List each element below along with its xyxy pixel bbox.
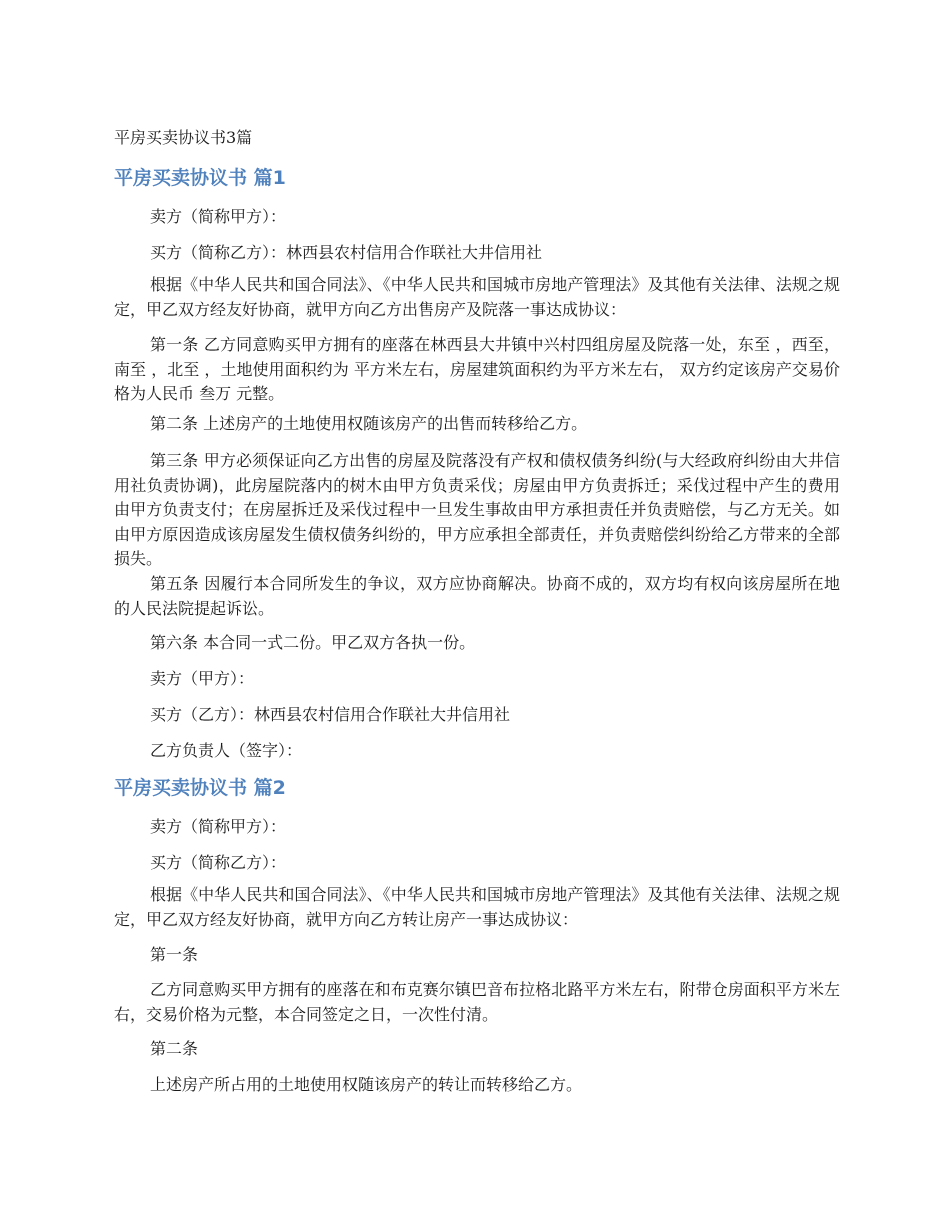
section-heading-1: 平房买卖协议书 篇1 <box>114 167 286 189</box>
paragraph-article-1: 第一条 乙方同意购买甲方拥有的座落在林西县大井镇中兴村四组房屋及院落一处，东至 ，西至，南至 ，北至 ，土地使用面积约为 平方米左右，房屋建筑面积约为平方米左右， 双方约定该房产交易价格为人民币 叁万 元整。 <box>114 335 840 403</box>
paragraph-article-2-body: 上述房产所占用的土地使用权随该房产的转让而转移给乙方。 <box>150 1075 583 1094</box>
paragraph-article-3: 第三条 甲方必须保证向乙方出售的房屋及院落没有产权和债权债务纠纷(与大经政府纠纷由大井信用社负责协调)，此房屋院落内的树木由甲方负责采伐；房屋由甲方负责拆迁；采伐过程中产生的费用由甲方负责支付；在房屋拆迁及采伐过程中一旦发生事故由甲方承担责任并负责赔偿，与乙方无关。如由甲方原因造成该房屋发生债权债务纠纷的，甲方应承担全部责任，并负责赔偿纠纷给乙方带来的全部损失。 <box>114 451 840 568</box>
paragraph-basis-1: 根据《中华人民共和国合同法》、《中华人民共和国城市房地产管理法》及其他有关法律、法规之规定，甲乙双方经友好协商，就甲方向乙方出售房产及院落一事达成协议： <box>114 275 840 319</box>
paragraph-article-1-body: 乙方同意购买甲方拥有的座落在和布克赛尔镇巴音布拉格北路平方米左右，附带仓房面积平方米左右，交易价格为元整，本合同签定之日，一次性付清。 <box>114 980 840 1024</box>
document-title: 平房买卖协议书3篇 <box>114 128 253 147</box>
paragraph-basis-2: 根据《中华人民共和国合同法》、《中华人民共和国城市房地产管理法》及其他有关法律、法规之规定，甲乙双方经友好协商，就甲方向乙方转让房产一事达成协议： <box>114 885 840 929</box>
paragraph-article-5: 第五条 因履行本合同所发生的争议，双方应协商解决。协商不成的，双方均有权向该房屋所在地的人民法院提起诉讼。 <box>114 574 840 618</box>
paragraph-buyer-1: 买方（简称乙方）：林西县农村信用合作联社大井信用社 <box>150 243 543 262</box>
paragraph-seller-2: 卖方（简称甲方）： <box>150 817 287 836</box>
paragraph-buyer-sign: 买方（乙方）：林西县农村信用合作联社大井信用社 <box>150 705 511 724</box>
paragraph-article-1-label: 第一条 <box>150 945 199 964</box>
paragraph-article-2: 第二条 上述房产的土地使用权随该房产的出售而转移给乙方。 <box>150 414 588 433</box>
paragraph-article-2-label: 第二条 <box>150 1039 199 1058</box>
section-heading-2: 平房买卖协议书 篇2 <box>114 777 286 799</box>
paragraph-seller-1: 卖方（简称甲方）： <box>150 207 287 226</box>
paragraph-buyer-2: 买方（简称乙方）： <box>150 853 287 872</box>
paragraph-responsible-sign: 乙方负责人（签字）： <box>150 741 303 760</box>
paragraph-seller-sign: 卖方（甲方）： <box>150 669 255 688</box>
paragraph-article-6: 第六条 本合同一式二份。甲乙双方各执一份。 <box>150 633 476 652</box>
